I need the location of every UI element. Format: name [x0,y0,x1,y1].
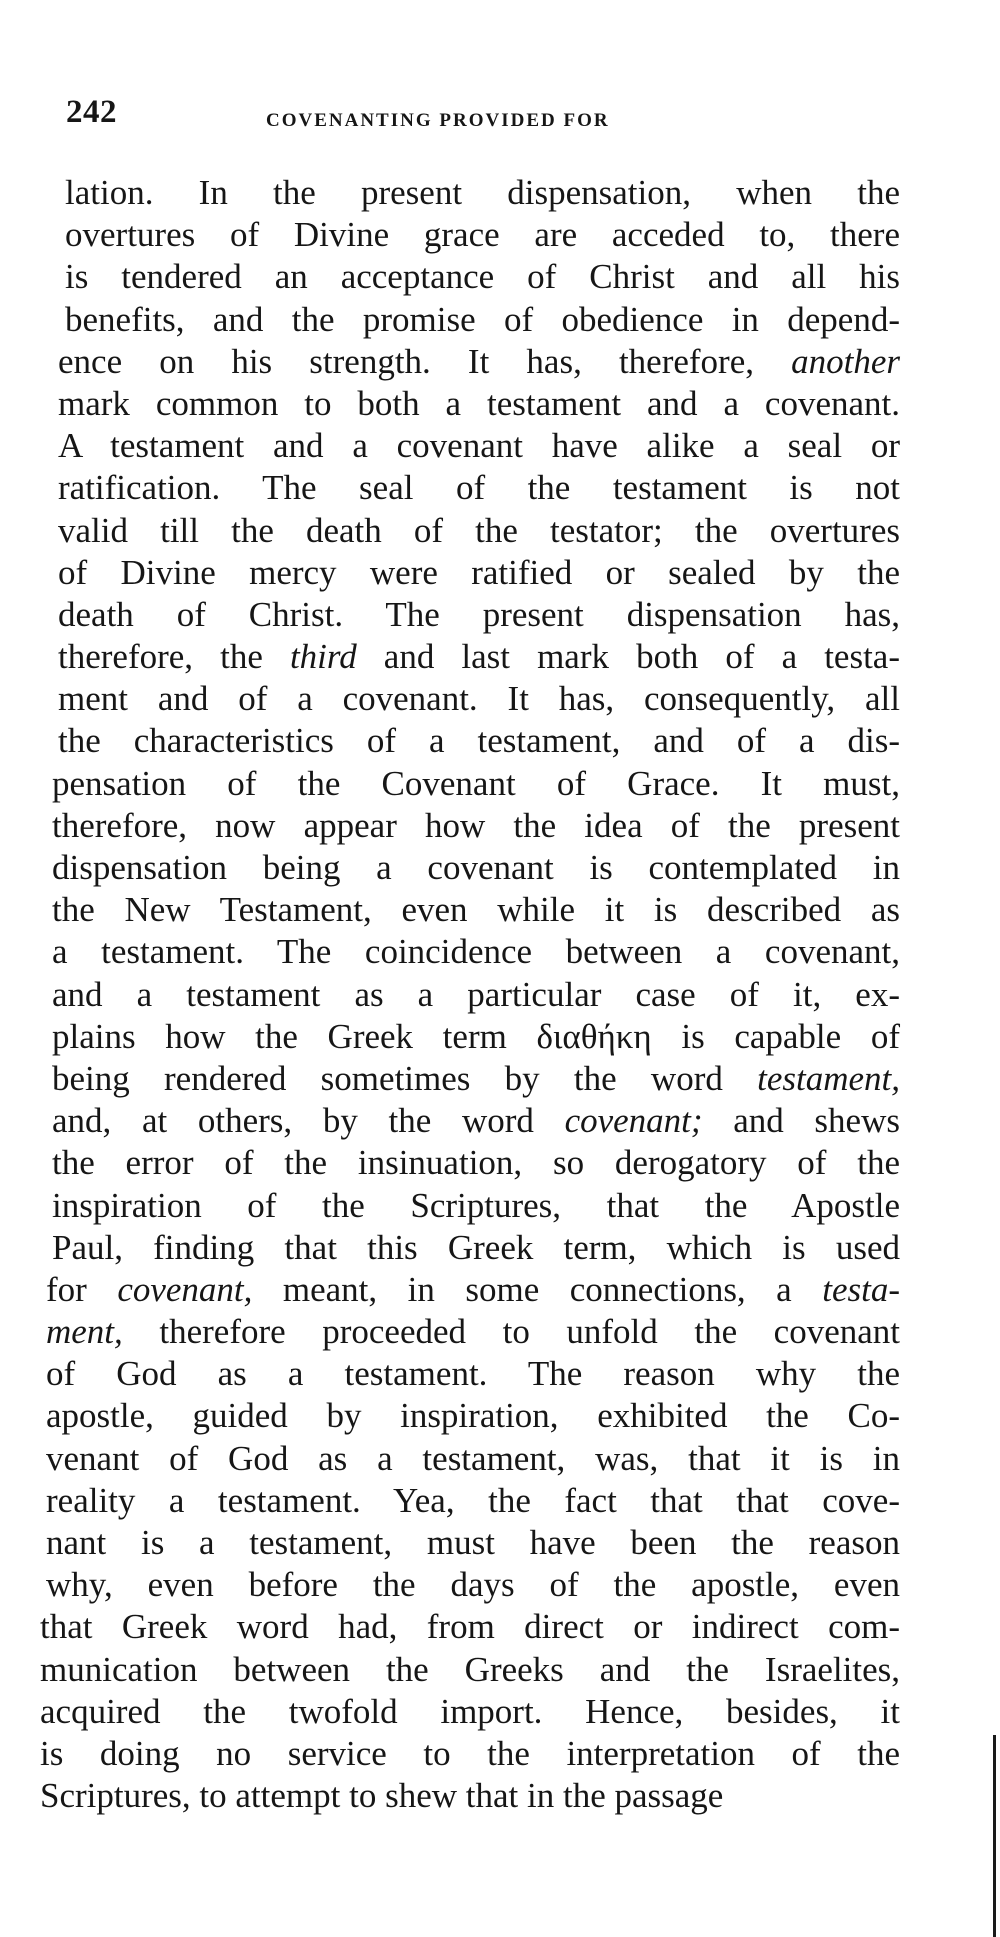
text-line: a testament. The coincidence between a covenant, [52,932,900,972]
text-line: Scriptures, to attempt to shew that in the passage [40,1776,724,1816]
text-line: why, even before the days of the apostle, even [46,1565,900,1605]
text-line [40,1269,900,1311]
text-line: A testament and a covenant have alike a seal or [58,426,900,466]
text-line [40,341,900,383]
text-line: benefits, and the promise of obedience in depend- [65,299,900,339]
running-title: COVENANTING PROVIDED FOR [266,110,610,131]
text-line [40,1058,900,1100]
text-line: valid till the death of the testator; the overtures [58,510,900,550]
text-line: acquired the twofold import. Hence, besides, it [40,1691,900,1731]
text-line: overtures of Divine grace are acceded to, there [65,215,900,255]
text-line: inspiration of the Scriptures, that the Apostle [52,1185,900,1225]
italic-text: testa- [822,1269,900,1309]
italic-text: testament, [757,1058,900,1098]
text-line: the characteristics of a testament, and of a dis- [58,721,900,761]
text-line: therefore, now appear how the idea of the present [52,805,900,845]
text-line: death of Christ. The present dispensation has, [58,594,900,634]
text-line: pensation of the Covenant of Grace. It must, [52,763,900,803]
text-segment: therefore proceeded to unfold the covenant [122,1312,900,1352]
text-line: of Divine mercy were ratified or sealed by the [58,552,900,592]
text-line [40,1311,900,1353]
text-line: of God as a testament. The reason why the [46,1354,900,1394]
text-line: munication between the Greeks and the Israelites, [40,1649,900,1689]
page-edge-line [993,1735,996,1937]
text-line: lation. In the present dispensation, when the [65,173,900,212]
text-line: the error of the insinuation, so derogatory of the [52,1143,900,1183]
text-segment: and last mark both of a testa- [356,637,900,677]
italic-text: covenant, [117,1269,253,1309]
text-segment: being rendered sometimes by the word [52,1058,758,1098]
text-line: that Greek word had, from direct or indirect com- [40,1607,900,1647]
page-number: 242 [66,94,117,130]
italic-text: third [289,637,357,677]
text-line: nant is a testament, must have been the reason [46,1523,900,1562]
text-line: is tendered an acceptance of Christ and all his [65,257,900,297]
text-line: plains how the Greek term διαθήκη is capable of [52,1016,900,1056]
text-segment: meant, in some connections, a [252,1269,823,1309]
page-header [66,94,906,134]
italic-text: covenant; [564,1101,703,1141]
italic-text: ment, [46,1312,123,1352]
text-segment: and shews [702,1101,900,1141]
text-line: mark common to both a testament and a covenant. [58,383,900,423]
italic-text: another [791,341,900,381]
text-line: ratification. The seal of the testament is not [58,468,900,508]
text-segment: therefore, the [58,637,290,677]
body-text [40,172,900,1817]
text-line: Paul, finding that this Greek term, which is used [52,1227,900,1267]
text-segment: ence on his strength. It has, therefore, [58,341,792,381]
text-segment: for [46,1269,118,1309]
text-line [40,636,900,678]
text-segment: and, at others, by the word [52,1101,565,1141]
text-line: the New Testament, even while it is described as [52,890,900,930]
text-line [40,1100,900,1142]
text-line: reality a testament. Yea, the fact that that cove- [46,1480,900,1520]
text-line: and a testament as a particular case of it, ex- [52,974,900,1014]
text-line: dispensation being a covenant is contemplated in [52,848,900,887]
text-line: is doing no service to the interpretation of the [40,1733,900,1773]
text-line: venant of God as a testament, was, that it is in [46,1438,900,1478]
text-line: apostle, guided by inspiration, exhibited the Co- [46,1396,900,1436]
text-line: ment and of a covenant. It has, consequently, all [58,679,900,719]
